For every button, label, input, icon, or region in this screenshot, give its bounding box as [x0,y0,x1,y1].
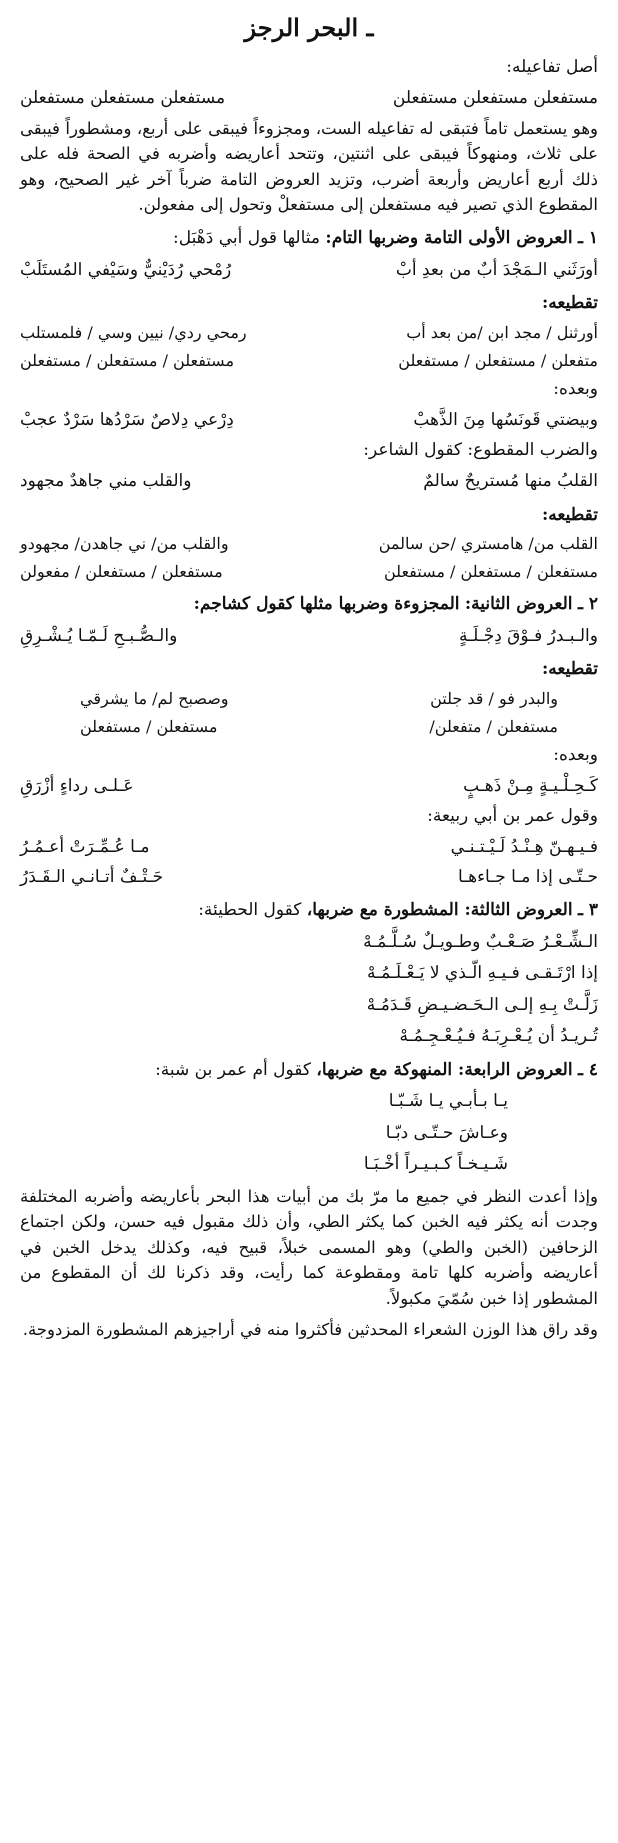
section1-scan1-feet [20,349,598,373]
section1-scan2-words [20,532,598,556]
verse-hemistich: رُمْحي رُدَيْنيٌّ وسَيْفي المُستَلَبْ [20,259,232,280]
section1-intro: مثالها قول أبي دَهْبَل: [173,228,321,249]
section2-heading [20,592,598,618]
verse-hemistich: كَـحِـلْـيـةٍ مِـنْ ذَهـبٍ [463,776,598,797]
verse-hemistich: فـيـهـنّ هِـنْـدُ لَـيْـتـنـي [450,837,598,858]
section1-after-label: وبعده: [553,378,598,399]
section1-verse3 [20,469,598,495]
scan-cell: القلب من/ هامستري /حن سالمن [378,534,598,554]
scan-cell: والقلب من/ ني جاهدن/ مجهودو [20,534,229,554]
section3-lines [60,930,598,1050]
verse-line: الـشِّـعْـرُ صَـعْـبٌ وطـويـلٌ سُـلَّـمُـهْ [363,931,598,952]
section2-after-label: وبعده: [553,744,598,765]
scan-cell: متفعلن / مستفعلن / مستفعلن [398,350,598,370]
section2-number: ٢ ـ [577,594,598,615]
section1-scan2-feet [20,560,598,584]
section2-scan-words [20,687,598,711]
section3-number: ٣ ـ [577,900,598,921]
section4-intro: كقول أم عمر بن شبة: [155,1059,311,1080]
verse-line: وعـاشَ حـتّـى دبّـا [385,1122,508,1143]
verse-line: تُـريـدُ أن يُـعْـرِبَـهُ فـيُـعْـجِـمُـهْ [399,1026,598,1047]
scan-cell: مستفعلن / متفعلن/ [429,716,558,736]
verse-hemistich: والـبـدرُ فـوْقَ دِجْـلَـةٍ [458,625,598,646]
verse-hemistich: أورَثَني الـمَجْدَ أبٌ من بعدِ أبْ [395,259,598,280]
section1-heading [20,226,598,252]
section4-title: العروض الرابعة: المنهوكة مع ضربها، [316,1059,573,1080]
section2-verse2 [20,774,598,800]
verse-hemistich: القلبُ منها مُستريحٌ سالمٌ [423,471,598,492]
verse-hemistich: مـا عُـمِّـرَتْ أعـمُـرُ [20,837,150,858]
scan-cell: أورثنل / مجد ابن /من بعد أب [406,322,598,342]
section1-number: ١ ـ [577,228,598,249]
verse-hemistich: دِرْعي دِلاصٌ سَرْدُها سَرْدٌ عجبْ [20,410,234,431]
section1-scan-label: تقطيعه: [542,293,598,314]
scan-cell: والبدر فو / قد جلتن [430,688,558,708]
scan-cell: مستفعلن / مستفعلن / مستفعلن [383,562,598,582]
section3-title: العروض الثالثة: المشطورة مع ضربها، [306,900,573,921]
closing-paragraph: وقد راق هذا الوزن الشعراء المحدثين فأكثروا منه في أراجيزهم المشطورة المزدوجة. [22,1320,598,1340]
section2-umar-row1 [20,835,598,861]
section4-heading [20,1058,598,1084]
meter-half-2: مستفعلن مستفعلن مستفعلن [20,88,226,109]
verse-hemistich: والقلب مني جاهدٌ مجهود [20,471,192,492]
scan-cell: رمحي ردي/ نيين وسي / فلمستلب [20,322,247,342]
section2-title-rest: المجزوءة وضربها مثلها كقول كشاجم: [193,594,460,615]
origin-label: أصل تفاعيله: [506,56,598,77]
scan-cell: مستفعلن / مستفعلن / مستفعلن [20,350,235,370]
page-title: ـ البحر الرجز [244,13,374,42]
verse-hemistich: حـتّـى إذا مـا جـاءهـا [457,866,598,887]
section4-lines [60,1089,508,1178]
section1-title: العروض الأولى التامة وضربها التام: [325,228,573,249]
meter-half-1: مستفعلن مستفعلن مستفعلن [392,88,598,109]
section2-umar-row2 [20,865,598,891]
scan-cell: مستفعلن / مستفعلن / مفعولن [20,562,223,582]
scan-cell: وصصبح لم/ ما يشرقي [80,688,229,708]
section2-scan-label: تقطيعه: [542,659,598,680]
meter-line [20,86,598,112]
intro-paragraph: وهو يستعمل تاماً فتبقى له تفاعيله الست، ومجزوءاً فيبقى على أربع، ومشطوراً فيبقى على ثلاث، ومنهوكاً فيبقى على اثنتين، وتتحد أعاريضه وأضربه في الصحة فله على ذلك أربع أعاريض وأربعة أضرب، وتزيد العروض التامة ضرباً آخر غير الصحيح، وهو المقطوع الذي تصير فيه مستفعلن إلى مستفعلْ وتحول إلى مفعولن. [20,118,598,215]
verse-hemistich: وبيضتي قَونَسُها مِنَ الذَّهبْ [413,410,598,431]
verse-line: يـا بـأبـي يـا شَـبّـا [388,1091,508,1112]
verse-line: إذا ارْتَـقـى فـيـهِ الّـذي لا يَـعْـلَـمُـهْ [367,963,598,984]
section3-heading [20,898,598,924]
section2-title: العروض الثانية: [464,594,573,615]
scan-cell: مستفعلن / مستفعلن [80,716,218,736]
section1-maqtu-text: والضرب المقطوع: كقول الشاعر: [363,439,598,460]
verse-hemistich: عَـلـى رداءٍ أزْرَقِ [20,776,134,797]
section4-number: ٤ ـ [577,1059,598,1080]
section1-scan2-label: تقطيعه: [542,504,598,525]
final-paragraph: وإذا أعدت النظر في جميع ما مرّ بك من أبيات هذا البحر بأعاريضه وأضربه المختلفة وجدت أنه يكثر فيه الخبن كما يكثر الطي، وأن ذلك مقبول فيه حسن، ولكن اجتماع الزحافين (الخبن والطي) وهو المسمى خبلاً، قبيح فيه، وكذلك يدخل الخبن في أعاريضه وأضربه كلها تامة ومقطوعة كما رأيت، وقد ذكرنا لك أن المقطوع من المشطور إذا خبن سُمّيَ مكبولاً. [20,1186,598,1308]
section2-scan-feet [20,715,598,739]
section2-verse1 [20,624,598,650]
verse-line: شَـيـخـاً كـبـيـراً أخْـبَـا [363,1154,508,1175]
section1-verse1 [20,258,598,284]
verse-line: زَلَّـتْ بِـهِ إلـى الـحَـضـيـضِ قَـدَمُـهْ [366,994,598,1015]
section2-umar-label: وقول عمر بن أبي ربيعة: [427,805,598,826]
verse-hemistich: حَـتْـفٌ أتـانـي الـقَـدَرُ [20,866,164,887]
section3-intro: كقول الحطيئة: [198,900,302,921]
verse-hemistich: والـصُّـبـحِ لَـمّـا يُـشْـرِقِ [20,625,178,646]
section1-verse2 [20,408,598,434]
section1-scan1-words [20,321,598,345]
